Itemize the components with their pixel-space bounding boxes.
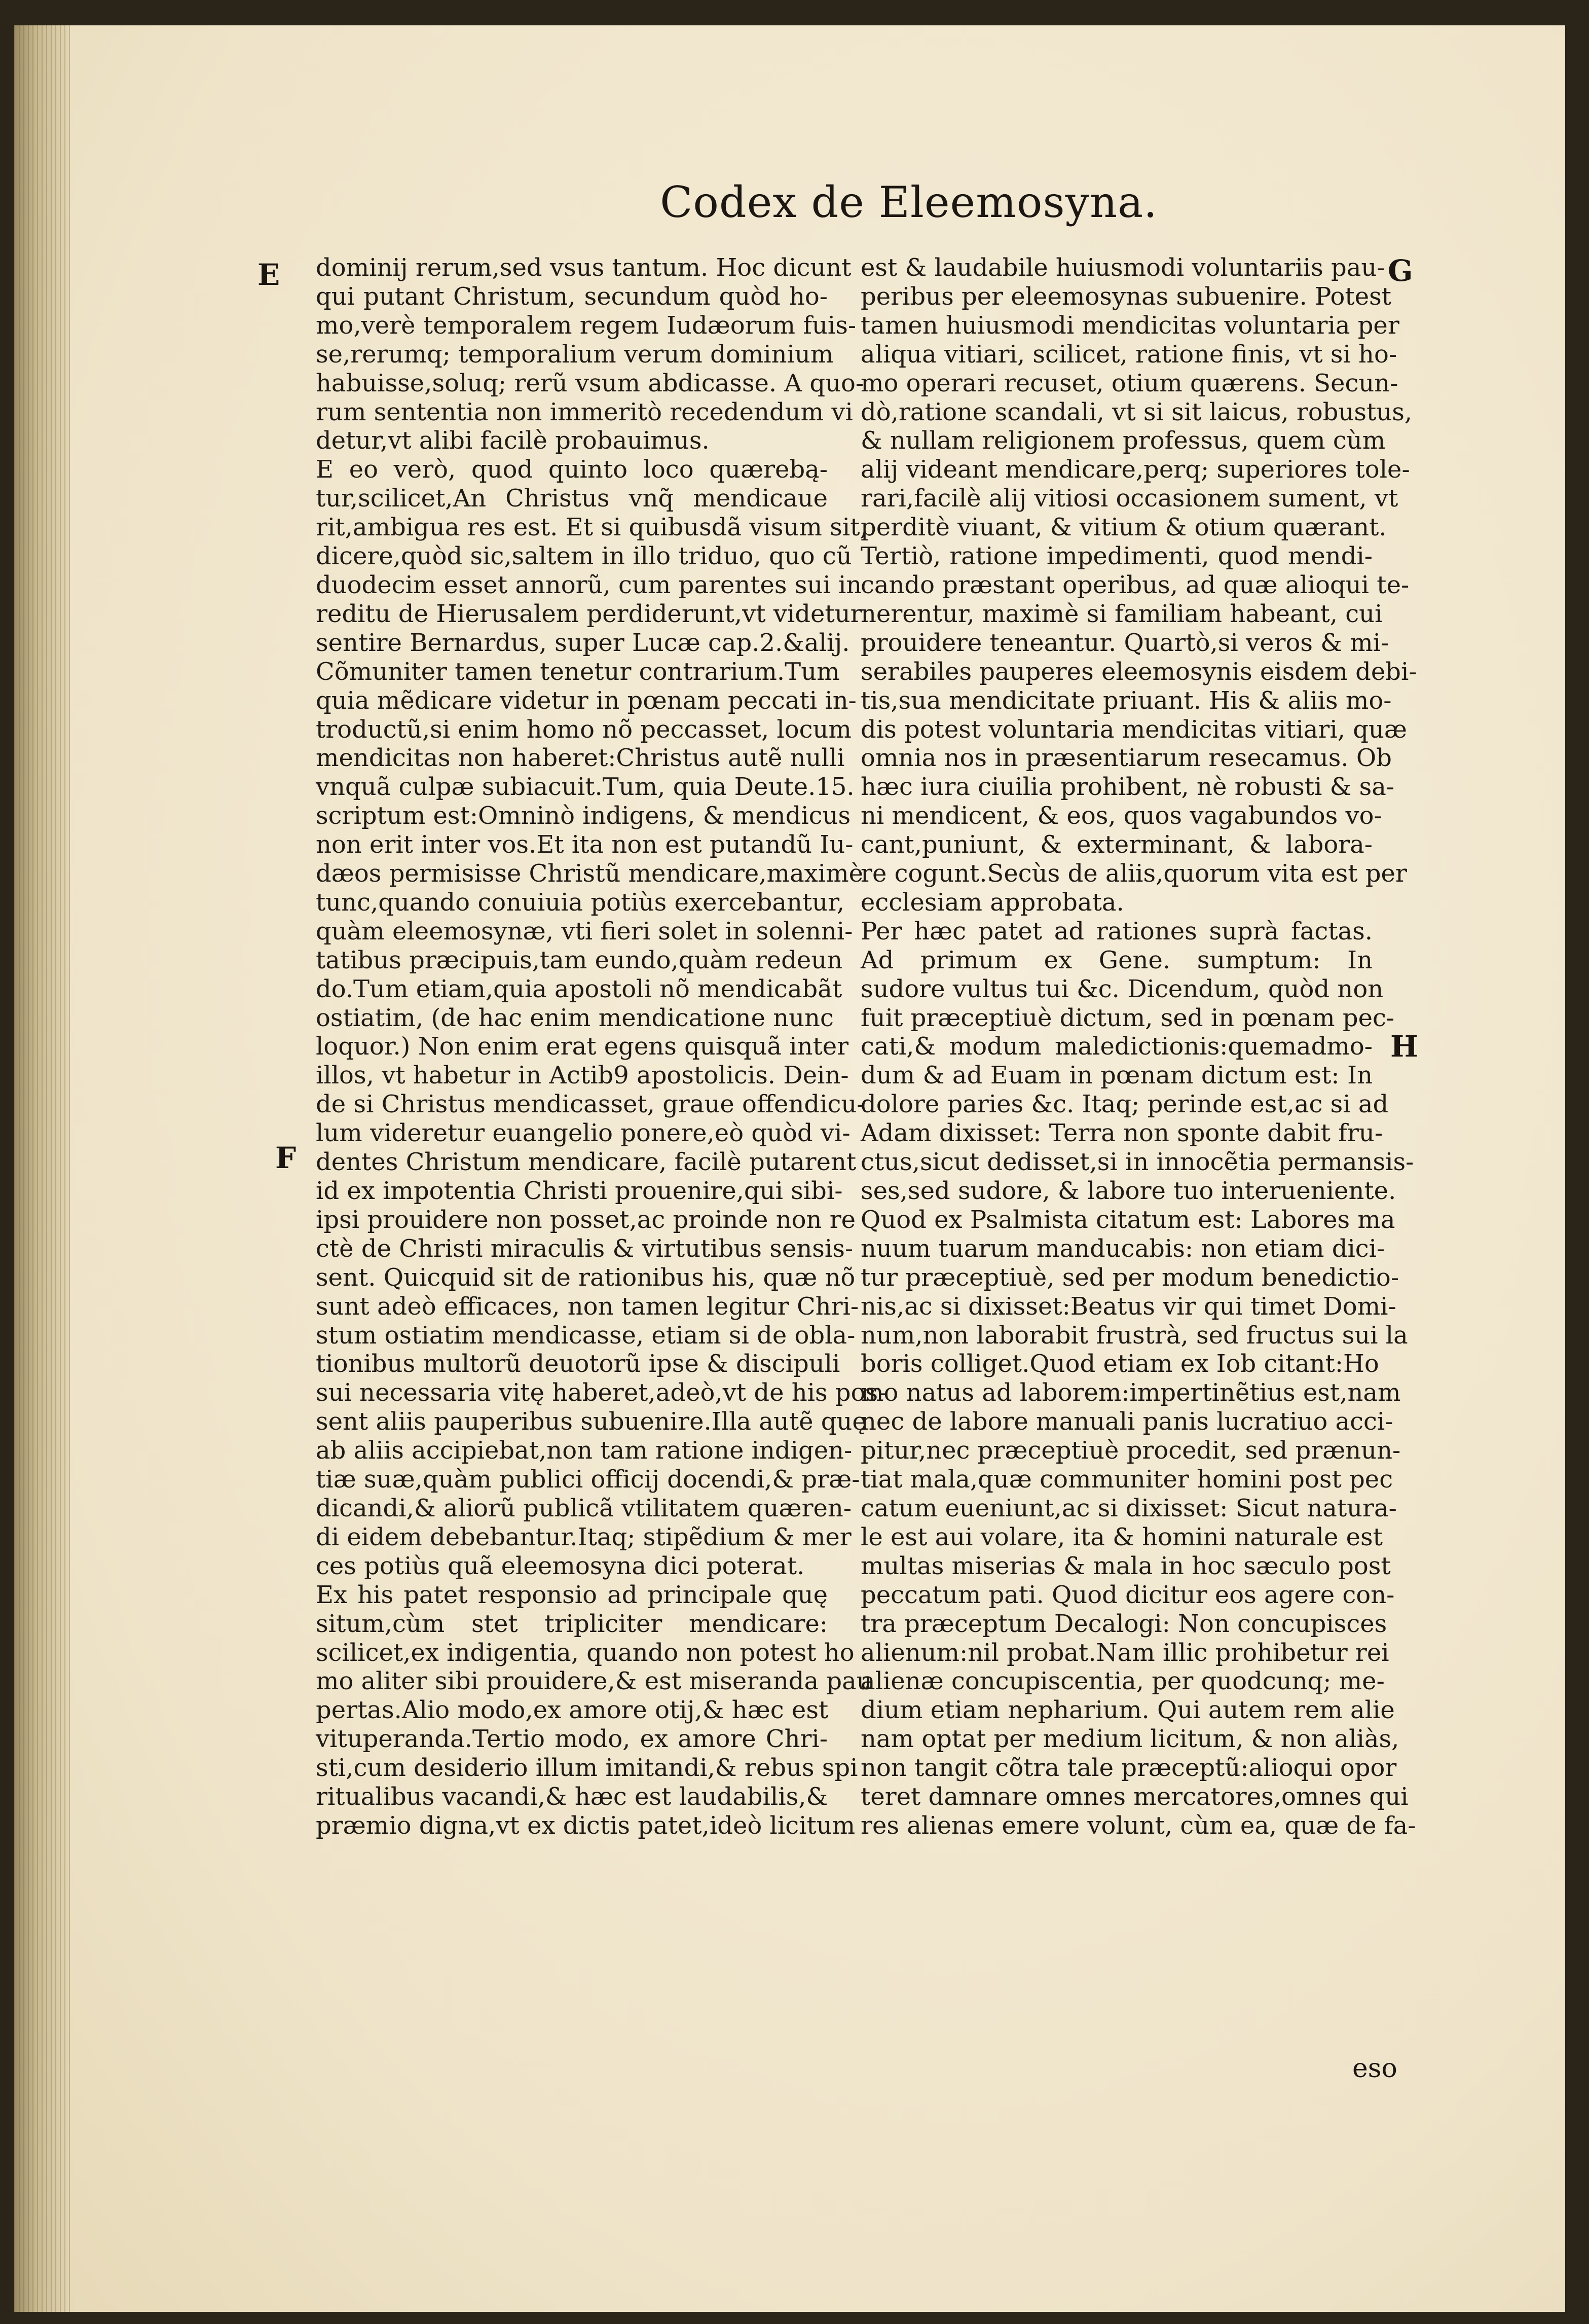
text-line: cant,puniunt, & exterminant, & labora-	[861, 830, 1373, 859]
text-line: nec de labore manuali panis lucratiuo acci-	[861, 1407, 1393, 1436]
text-line: sent aliis pauperibus subuenire.Illa autẽ quę	[316, 1407, 867, 1436]
margin-letter-e: E	[257, 258, 280, 292]
text-line: dum & ad Euam in pœnam dictum est: In	[861, 1061, 1373, 1090]
text-line: Tertiò, ratione impedimenti, quod mendi-	[861, 542, 1373, 571]
text-line: aliqua vitiari, scilicet, ratione finis, vt si ho-	[861, 340, 1397, 369]
text-line: scriptum est:Omninò indigens, & mendicus	[316, 802, 851, 830]
text-line: ctus,sicut dedisset,si in innocẽtia permansis-	[861, 1148, 1414, 1177]
text-line: omnia nos in præsentiarum resecamus. Ob	[861, 744, 1392, 773]
text-line: ipsi prouidere non posset,ac proinde non re	[316, 1205, 856, 1234]
text-line: multas miserias & mala in hoc sæculo post	[861, 1551, 1391, 1580]
text-line: dentes Christum mendicare, facilè putarent	[316, 1148, 857, 1177]
text-line: pitur,nec præceptiuè procedit, sed prænun-	[861, 1436, 1401, 1465]
book-page	[14, 25, 1565, 2312]
text-line: nerentur, maximè si familiam habeant, cui	[861, 599, 1383, 628]
text-line: tiat mala,quæ communiter homini post pec	[861, 1465, 1393, 1494]
text-line: tionibus multorũ deuotorũ ipse & discipuli	[316, 1350, 840, 1378]
margin-letter-g: G	[1388, 253, 1413, 288]
right-column	[861, 253, 1417, 2058]
text-line: dicandi,& aliorũ publicã vtilitatem quæren-	[316, 1494, 852, 1522]
text-line: dò,ratione scandali, vt si sit laicus, robustus,	[861, 397, 1413, 426]
text-line: alij videant mendicare,perq; superiores tole-	[861, 455, 1410, 484]
text-line: tra præceptum Decalogi: Non concupisces	[861, 1609, 1387, 1638]
text-line: peribus per eleemosynas subuenire. Potest	[861, 282, 1392, 311]
text-line: vituperanda.Tertio modo, ex amore Chri-	[316, 1725, 828, 1754]
text-line: ab aliis accipiebat,non tam ratione indigen-	[316, 1436, 853, 1465]
text-line: nis,ac si dixisset:Beatus vir qui timet Domi-	[861, 1292, 1396, 1321]
text-line: loquor.) Non enim erat egens quisquã inter	[316, 1032, 849, 1061]
signature-mark: eso	[1352, 2053, 1397, 2084]
text-line: hæc iura ciuilia prohibent, nè robusti & sa-	[861, 773, 1395, 802]
text-line: boris colliget.Quod etiam ex Iob citant:Ho	[861, 1350, 1379, 1378]
text-line: Cõmuniter tamen tenetur contrarium.Tum	[316, 657, 840, 686]
text-line: Quod ex Psalmista citatum est: Labores ma	[861, 1205, 1395, 1234]
text-line: tis,sua mendicitate priuant. His & aliis mo-	[861, 686, 1392, 715]
text-line: dolore paries &c. Itaq; perinde est,ac si ad	[861, 1090, 1389, 1119]
text-line: stum ostiatim mendicasse, etiam si de obla-	[316, 1321, 856, 1350]
margin-letter-f: F	[275, 1141, 297, 1175]
text-line: vnquã culpæ subiacuit.Tum, quia Deute.15.	[316, 773, 855, 802]
text-line: id ex impotentia Christi prouenire,qui sibi-	[316, 1177, 843, 1205]
text-line: se,rerumq; temporalium verum dominium	[316, 340, 834, 369]
text-line: prouidere teneantur. Quartò,si veros & mi-	[861, 628, 1389, 657]
text-line: fuit præceptiuè dictum, sed in pœnam pec-	[861, 1003, 1395, 1032]
text-line: cando præstant operibus, ad quæ alioqui te-	[861, 570, 1410, 599]
text-line: nuum tuarum manducabis: non etiam dici-	[861, 1234, 1385, 1263]
text-line: rari,facilè alij vitiosi occasionem sument, vt	[861, 484, 1398, 513]
text-line: ctè de Christi miraculis & virtutibus sensis-	[316, 1234, 854, 1263]
page-title: Codex de Eleemosyna.	[660, 177, 1158, 227]
text-line: Ad primum ex Gene. sumptum: In	[861, 946, 1373, 974]
text-line: ni mendicent, & eos, quos vagabundos vo-	[861, 802, 1382, 830]
text-line: cati,& modum maledictionis:quemadmo-	[861, 1032, 1373, 1061]
text-line: sunt adeò efficaces, non tamen legitur Chri-	[316, 1292, 859, 1321]
text-line: do.Tum etiam,quia apostoli nõ mendicabãt	[316, 974, 842, 1003]
text-line: dis potest voluntaria mendicitas vitiari, quæ	[861, 715, 1407, 744]
text-line: alienum:nil probat.Nam illic prohibetur rei	[861, 1638, 1389, 1667]
text-line: ostiatim, (de hac enim mendicatione nunc	[316, 1003, 834, 1032]
page-edge-lines	[14, 25, 70, 2312]
text-line: quia mẽdicare videtur in pœnam peccati in-	[316, 686, 857, 715]
text-line: dicere,quòd sic,saltem in illo triduo, quo cũ	[316, 542, 852, 571]
text-line: mendicitas non haberet:Christus autẽ nulli	[316, 744, 845, 773]
text-line: detur,vt alibi facilè probauimus.	[316, 426, 710, 455]
text-line: tamen huiusmodi mendicitas voluntaria per	[861, 311, 1399, 340]
text-line: ces potiùs quã eleemosyna dici poterat.	[316, 1551, 805, 1580]
text-line: mo,verè temporalem regem Iudæorum fuis-	[316, 311, 857, 340]
text-line: dominij rerum,sed vsus tantum. Hoc dicunt	[316, 253, 852, 282]
text-line: tur,scilicet,An Christus vnq̃ mendicaue	[316, 484, 828, 513]
margin-letter-h: H	[1390, 1029, 1418, 1064]
text-line: sudore vultus tui &c. Dicendum, quòd non	[861, 974, 1384, 1003]
text-line: nam optat per medium licitum, & non aliàs,	[861, 1725, 1399, 1754]
text-line: num,non laborabit frustrà, sed fructus sui la	[861, 1321, 1408, 1350]
text-line: est & laudabile huiusmodi voluntariis pau-	[861, 253, 1385, 282]
text-line: scilicet,ex indigentia, quando non potest ho	[316, 1638, 855, 1667]
text-line: mo operari recuset, otium quærens. Secun-	[861, 369, 1398, 397]
text-line: E eo verò, quod quinto loco quærebą-	[316, 455, 828, 484]
text-line: Ex his patet responsio ad principale quę	[316, 1580, 828, 1609]
text-line: tur præceptiuè, sed per modum benedictio-	[861, 1263, 1399, 1292]
text-line: mo aliter sibi prouidere,& est miseranda pau	[316, 1667, 872, 1696]
text-line: le est aui volare, ita & homini naturale est	[861, 1522, 1383, 1551]
text-line: perditè viuant, & vitium & otium quærant.	[861, 513, 1387, 542]
text-line: duodecim esset annorũ, cum parentes sui in	[316, 570, 862, 599]
text-line: qui putant Christum, secundum quòd ho-	[316, 282, 828, 311]
text-line: sui necessaria vitę haberet,adeò,vt de his pos-	[316, 1378, 886, 1407]
text-line: præmio digna,vt ex dictis patet,ideò licitum	[316, 1811, 856, 1840]
left-column	[316, 253, 886, 2058]
text-line: non erit inter vos.Et ita non est putandũ Iu-	[316, 830, 854, 859]
text-line: Per hæc patet ad rationes suprà factas.	[861, 917, 1373, 946]
text-line: tatibus præcipuis,tam eundo,quàm redeun	[316, 946, 843, 974]
text-line: illos, vt habetur in Actib9 apostolicis. Dein-	[316, 1061, 849, 1090]
text-line: di eidem debebantur.Itaq; stipẽdium & mer	[316, 1522, 852, 1551]
text-line: non tangit cõtra tale præceptũ:alioqui opor	[861, 1754, 1397, 1783]
text-line: de si Christus mendicasset, graue offendicu-	[316, 1090, 865, 1119]
text-line: sent. Quicquid sit de rationibus his, quæ nõ	[316, 1263, 856, 1292]
text-line: alienæ concupiscentia, per quodcunq; me-	[861, 1667, 1385, 1696]
text-line: ses,sed sudore, & labore tuo interueniente.	[861, 1177, 1396, 1205]
text-line: re cogunt.Secùs de aliis,quorum vita est per	[861, 859, 1407, 888]
text-line: sti,cum desiderio illum imitandi,& rebus spi	[316, 1754, 858, 1783]
text-line: & nullam religionem professus, quem cùm	[861, 426, 1386, 455]
text-line: troductũ,si enim homo nõ peccasset, locum	[316, 715, 852, 744]
text-line: tiæ suæ,quàm publici officij docendi,& præ-	[316, 1465, 860, 1494]
text-line: pertas.Alio modo,ex amore otij,& hæc est	[316, 1696, 829, 1725]
text-line: sentire Bernardus, super Lucæ cap.2.&alij.	[316, 628, 850, 657]
text-line: rit,ambigua res est. Et si quibusdã visum sit,	[316, 513, 868, 542]
text-line: situm,cùm stet tripliciter mendicare:	[316, 1609, 828, 1638]
text-line: teret damnare omnes mercatores,omnes qui	[861, 1783, 1409, 1811]
text-line: res alienas emere volunt, cùm ea, quæ de fa-	[861, 1811, 1416, 1840]
text-line: ecclesiam approbata.	[861, 888, 1124, 917]
text-line: rum sententia non immeritò recedendum vi	[316, 397, 853, 426]
text-line: quàm eleemosynæ, vti fieri solet in solenni-	[316, 917, 853, 946]
text-line: dium etiam nepharium. Qui autem rem alie	[861, 1696, 1395, 1725]
text-line: ritualibus vacandi,& hæc est laudabilis,&	[316, 1783, 828, 1811]
text-line: serabiles pauperes eleemosynis eisdem debi-	[861, 657, 1417, 686]
text-line: lum videretur euangelio ponere,eò quòd vi-	[316, 1119, 851, 1148]
text-line: reditu de Hierusalem perdiderunt,vt videtur	[316, 599, 862, 628]
text-line: dæos permisisse Christũ mendicare,maximè	[316, 859, 864, 888]
text-line: peccatum pati. Quod dicitur eos agere con-	[861, 1580, 1395, 1609]
text-line: tunc,quando conuiuia potiùs exercebantur,	[316, 888, 844, 917]
text-line: Adam dixisset: Terra non sponte dabit fru-	[861, 1119, 1383, 1148]
text-line: catum eueniunt,ac si dixisset: Sicut natura-	[861, 1494, 1397, 1522]
text-line: mo natus ad laborem:impertinẽtius est,nam	[861, 1378, 1401, 1407]
text-line: habuisse,soluq; rerũ vsum abdicasse. A quo-	[316, 369, 864, 397]
